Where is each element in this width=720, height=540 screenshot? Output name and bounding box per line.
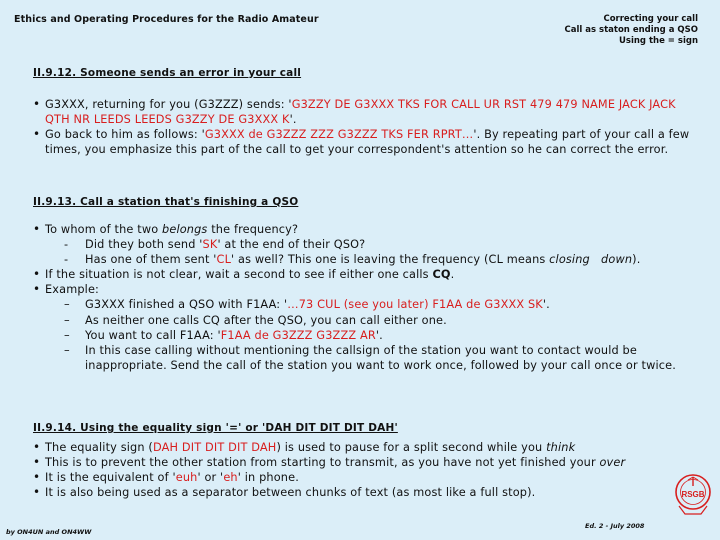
topic-3: Using the = sign xyxy=(619,36,698,46)
section-heading-equality-sign: II.9.14. Using the equality sign '=' or 'DAH DIT DIT DIT DAH' xyxy=(33,422,398,434)
slide-topics xyxy=(565,14,698,47)
bullet-item: • It is also being used as a separator between chunks of text (as most like a full stop). xyxy=(33,485,693,500)
example-item: – You want to call F1AA: 'F1AA de G3ZZZ G3ZZZ AR'. xyxy=(64,328,383,342)
sub-item: - Has one of them sent 'CL' as well? This one is leaving the frequency (CL means closing down). xyxy=(64,253,641,267)
section-heading-error-in-call: II.9.12. Someone sends an error in your call xyxy=(33,67,302,79)
example-item: – As neither one calls CQ after the QSO, you can call either one. xyxy=(64,313,447,327)
topic-2: Call as staton ending a QSO xyxy=(564,25,698,35)
topic-1: Correcting your call xyxy=(603,14,698,24)
bullet-item: • The equality sign (DAH DIT DIT DIT DAH) is used to pause for a split second while you think xyxy=(33,440,693,455)
edition-date: Ed. 2 - July 2008 xyxy=(585,522,645,530)
document-title: Ethics and Operating Procedures for the Radio Amateur xyxy=(14,14,319,25)
section-body-error-in-call xyxy=(33,97,693,157)
bullet-item: • G3XXX, returning for you (G3ZZZ) sends: 'G3ZZY DE G3XXX TKS FOR CALL UR RST 479 479 NAME JACK JACK QTH NR LEEDS LEEDS G3ZZY DE G3XXX K'. xyxy=(33,97,693,127)
svg-text:RSGB: RSGB xyxy=(681,490,705,499)
bullet-item: • Example: xyxy=(33,282,693,297)
bullet-item: • It is the equivalent of 'euh' or 'eh' in phone. xyxy=(33,470,693,485)
example-item: – In this case calling without mentioning the callsign of the station you want to contact would be inappropriate. Send the call of the station you want to work once, followed by your call once or twice. xyxy=(64,343,676,372)
bullet-item: • Go back to him as follows: 'G3XXX de G3ZZZ ZZZ G3ZZZ TKS FER RPRT…'. By repeating part of your call a few times, you emphasize this part of the call to get your correspondent's attention so he can correct the error. xyxy=(33,127,693,157)
sub-item: - Did they both send 'SK' at the end of their QSO? xyxy=(64,238,366,252)
section-body-finishing-qso xyxy=(33,222,693,373)
bullet-item: • This is to prevent the other station from starting to transmit, as you have not yet finished your over xyxy=(33,455,693,470)
bullet-item: • To whom of the two belongs the frequency? xyxy=(33,222,693,237)
section-heading-finishing-qso: II.9.13. Call a station that's finishing a QSO xyxy=(33,196,299,208)
section-body-equality-sign xyxy=(33,440,693,500)
example-item: – G3XXX finished a QSO with F1AA: '…73 CUL (see you later) F1AA de G3XXX SK'. xyxy=(64,298,550,312)
bullet-item: • If the situation is not clear, wait a second to see if either one calls CQ. xyxy=(33,267,693,282)
rsgb-logo-icon xyxy=(671,470,715,518)
author-credit: by ON4UN and ON4WW xyxy=(6,528,92,536)
